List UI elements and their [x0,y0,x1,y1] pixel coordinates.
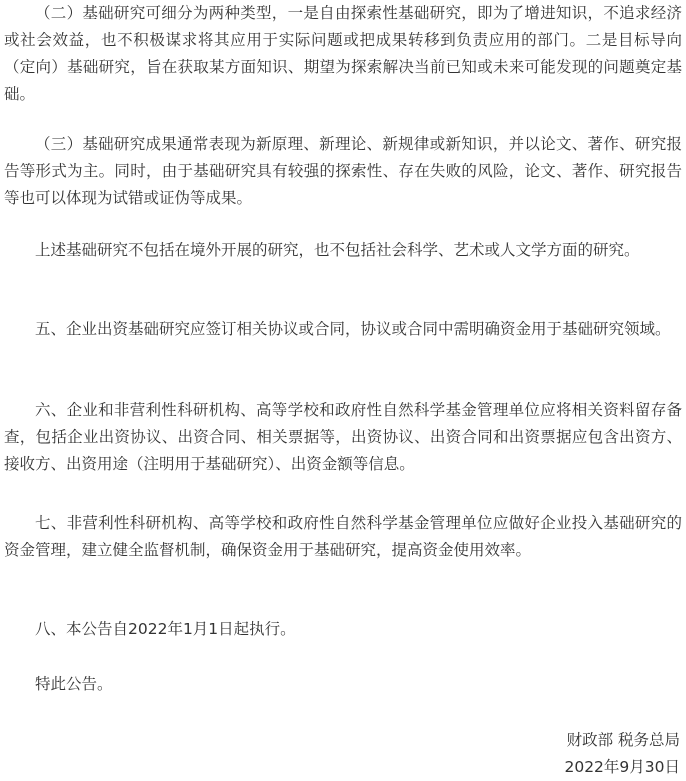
paragraph-item-six: 六、企业和非营利性科研机构、高等学校和政府性自然科学基金管理单位应将相关资料留存备查，包括企业出资协议、出资合同、相关票据等，出资协议、出资合同和出资票据应包含出资方、接收方、出资用途（注明用于基础研究）、出资金额等信息。 [4,401,682,473]
paragraph-closing: 特此公告。 [35,675,113,693]
signature-issuer: 财政部 税务总局 [566,731,680,749]
paragraph-basic-research-types: （二）基础研究可细分为两种类型，一是自由探索性基础研究，即为了增进知识，不追求经济或社会效益，也不积极谋求将其应用于实际问题或把成果转移到负责应用的部门。二是目标导向（定向）基础研究，旨在获取某方面知识、期望为探索解决当前已知或未来可能发现的问题奠定基础。 [4,4,682,103]
paragraph-item-eight: 八、本公告自2022年1月1日起执行。 [35,620,296,638]
paragraph-research-outcomes: （三）基础研究成果通常表现为新原理、新理论、新规律或新知识，并以论文、著作、研究报告等形式为主。同时，由于基础研究具有较强的探索性、存在失败的风险，论文、著作、研究报告等也可以体现为试错或证伪等成果。 [4,135,682,207]
paragraph-item-seven: 七、非营利性科研机构、高等学校和政府性自然科学基金管理单位应做好企业投入基础研究的资金管理，建立健全监督机制，确保资金用于基础研究，提高资金使用效率。 [4,514,682,559]
paragraph-exclusions: 上述基础研究不包括在境外开展的研究，也不包括社会科学、艺术或人文学方面的研究。 [35,241,640,259]
signature-date: 2022年9月30日 [564,758,680,776]
paragraph-item-five: 五、企业出资基础研究应签订相关协议或合同，协议或合同中需明确资金用于基础研究领域。 [35,320,671,338]
